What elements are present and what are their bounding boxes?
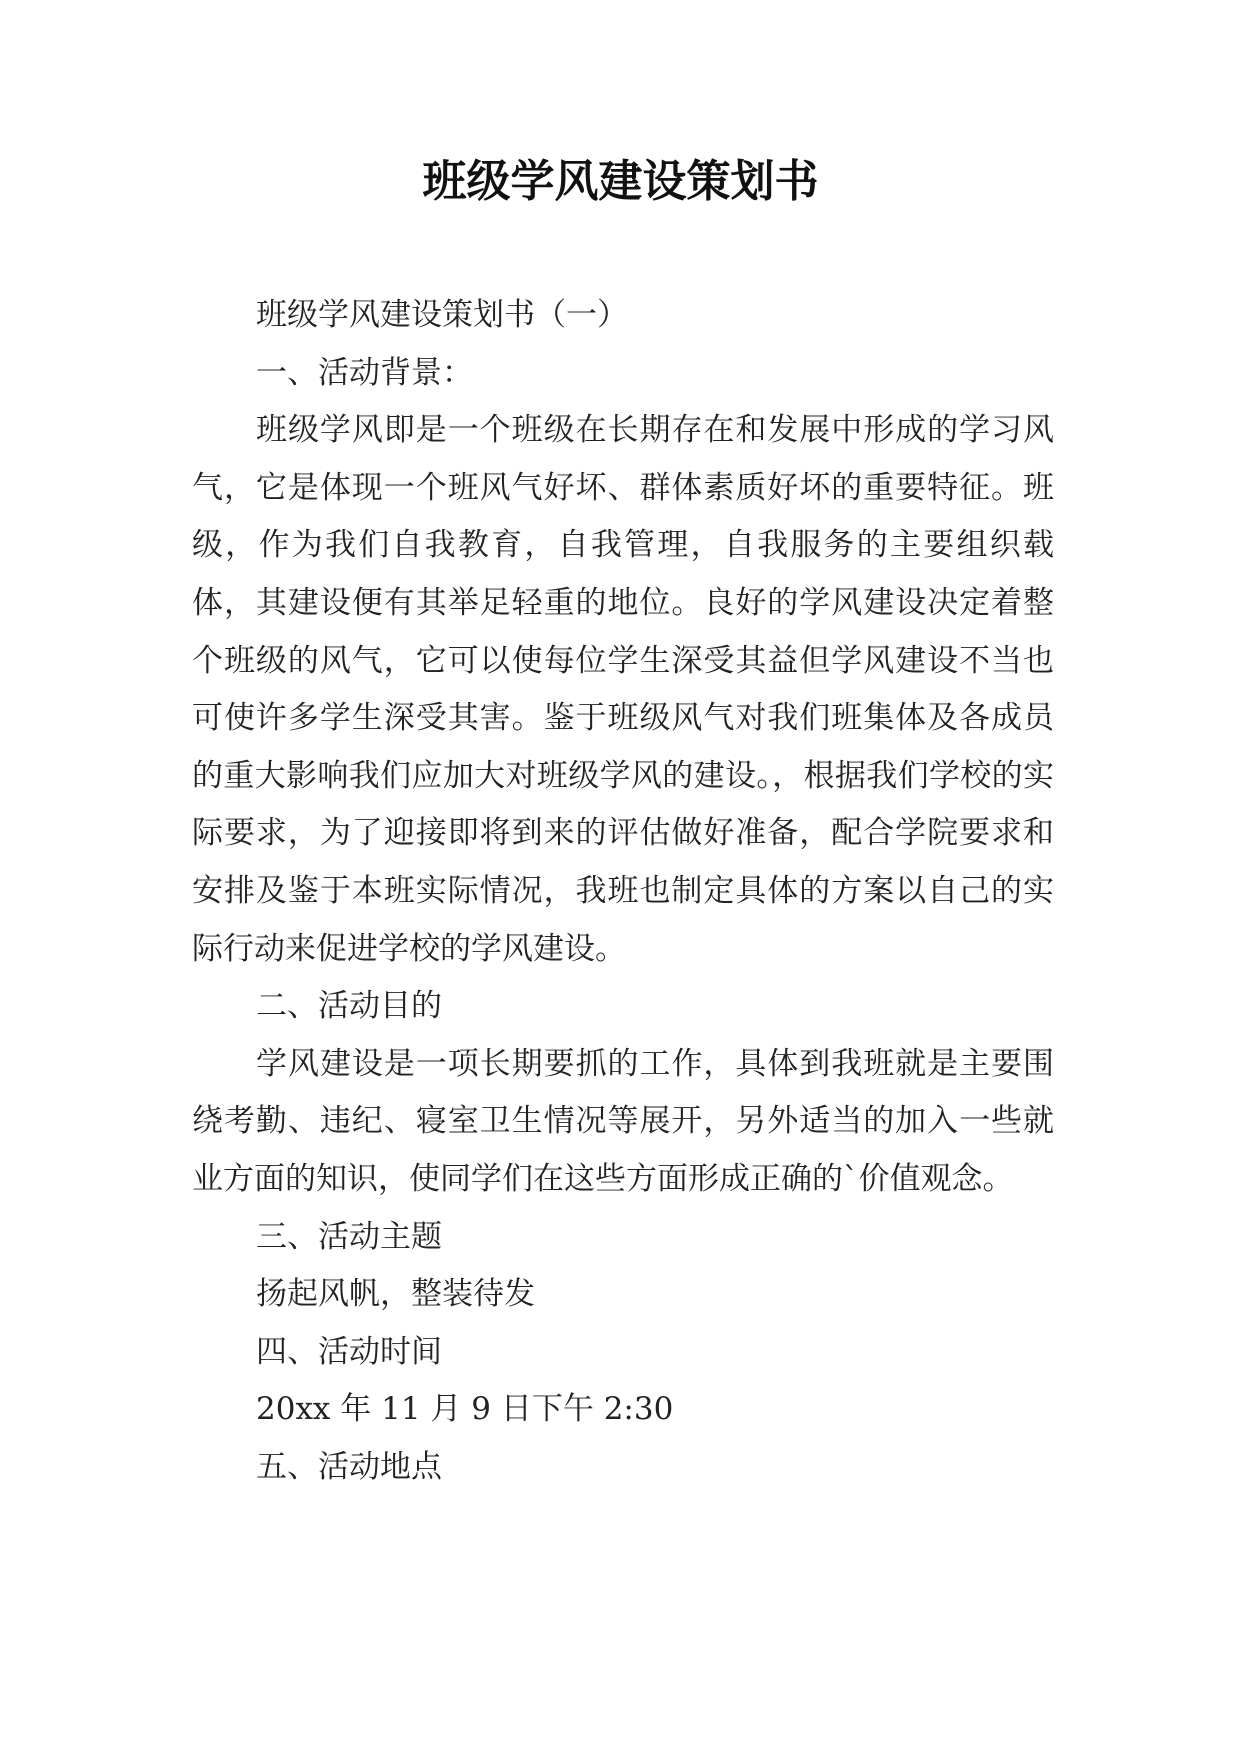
document-body — [192, 287, 1054, 1496]
paragraph-purpose: 学风建设是一项长期要抓的工作，具体到我班就是主要围绕考勤、违纪、寝室卫生情况等展开，另外适当的加入一些就业方面的知识，使同学们在这些方面形成正确的`价值观念。 — [192, 1045, 1054, 1197]
heading-purpose: 二、活动目的 — [256, 988, 442, 1025]
heading-theme: 三、活动主题 — [256, 1218, 442, 1255]
paragraph-time: 20xx 年 11 月 9 日下午 2:30 — [256, 1391, 674, 1428]
heading-background: 一、活动背景： — [256, 354, 473, 391]
paragraph-background: 班级学风即是一个班级在长期存在和发展中形成的学习风气，它是体现一个班风气好坏、群体素质好坏的重要特征。班级，作为我们自我教育，自我管理，自我服务的主要组织载体，其建设便有其举足轻重的地位。良好的学风建设决定着整个班级的风气，它可以使每位学生深受其益但学风建设不当也可使许多学生深受其害。鉴于班级风气对我们班集体及各成员的重大影响我们应加大对班级学风的建设。，根据我们学校的实际要求，为了迎接即将到来的评估做好准备，配合学院要求和安排及鉴于本班实际情况，我班也制定具体的方案以自己的实际行动来促进学校的学风建设。 — [192, 412, 1054, 967]
document-title: 班级学风建设策划书 — [422, 156, 819, 207]
section-subtitle: 班级学风建设策划书（一） — [256, 297, 628, 333]
heading-time: 四、活动时间 — [256, 1333, 442, 1370]
heading-location: 五、活动地点 — [256, 1448, 442, 1485]
paragraph-theme: 扬起风帆，整装待发 — [256, 1276, 535, 1313]
